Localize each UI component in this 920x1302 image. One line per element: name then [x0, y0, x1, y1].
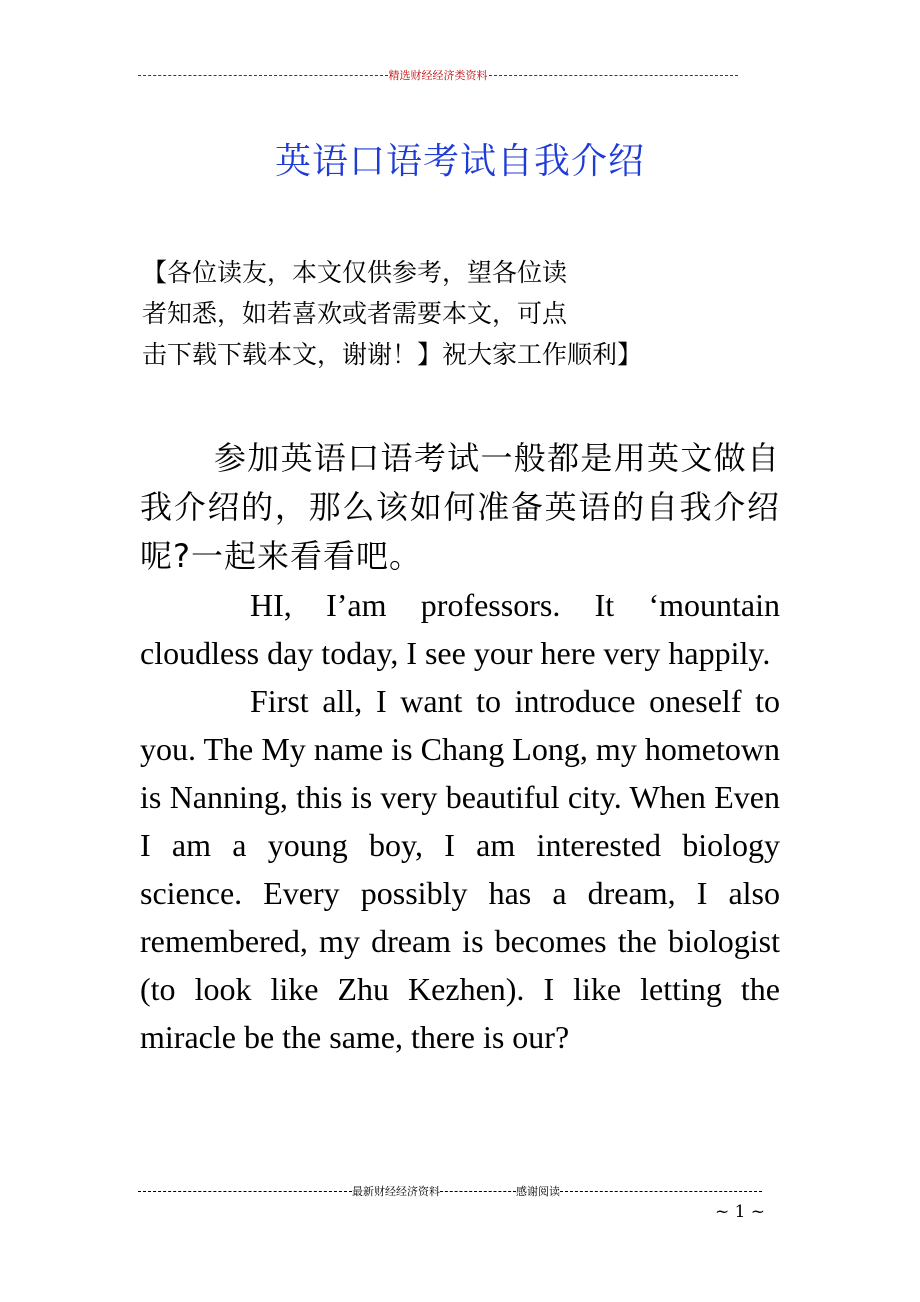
footer-text-2: 感谢阅读: [516, 1185, 560, 1198]
document-body: [140, 434, 780, 1061]
footer-dash-3: [560, 1191, 762, 1192]
page-header: [138, 66, 738, 84]
reader-notice: [142, 252, 742, 375]
notice-line-2: 者知悉，如若喜欢或者需要本文，可点: [142, 299, 568, 328]
page-number: ~ 1 ~: [714, 1202, 766, 1222]
intro-paragraph: 参加英语口语考试一般都是用英文做自我介绍的，那么该如何准备英语的自我介绍呢?一起来看看吧。: [140, 439, 780, 575]
footer-text-1: 最新财经经济资料: [352, 1185, 440, 1198]
notice-line-3: 击下载下载本文，谢谢！】祝大家工作顺利】: [142, 340, 643, 369]
page-footer: [138, 1182, 762, 1200]
header-dash-left: [138, 75, 388, 76]
header-text: 精选财经经济类资料: [388, 69, 488, 82]
document-title: 英语口语考试自我介绍: [274, 141, 645, 182]
header-dash-right: [489, 75, 739, 76]
introduction-paragraph: First all, I want to introduce oneself to you. The My name is Chang Long, my hometown is Nanning, this is very beautiful city. When Even I am a young boy, I am interested biology science. Every possibly has a dream, I also remembered, my dream is becomes the biologist (to look like Zhu Kezhen). I like letting the miracle be the same, there is our?: [140, 683, 780, 1055]
greeting-paragraph: HI, I’am professors. It ‘mountain cloudless day today, I see your here very happily.: [140, 587, 780, 671]
footer-dash-1: [138, 1191, 352, 1192]
footer-dash-2: [440, 1191, 516, 1192]
notice-line-1: 【各位读友，本文仅供参考，望各位读: [142, 258, 568, 287]
